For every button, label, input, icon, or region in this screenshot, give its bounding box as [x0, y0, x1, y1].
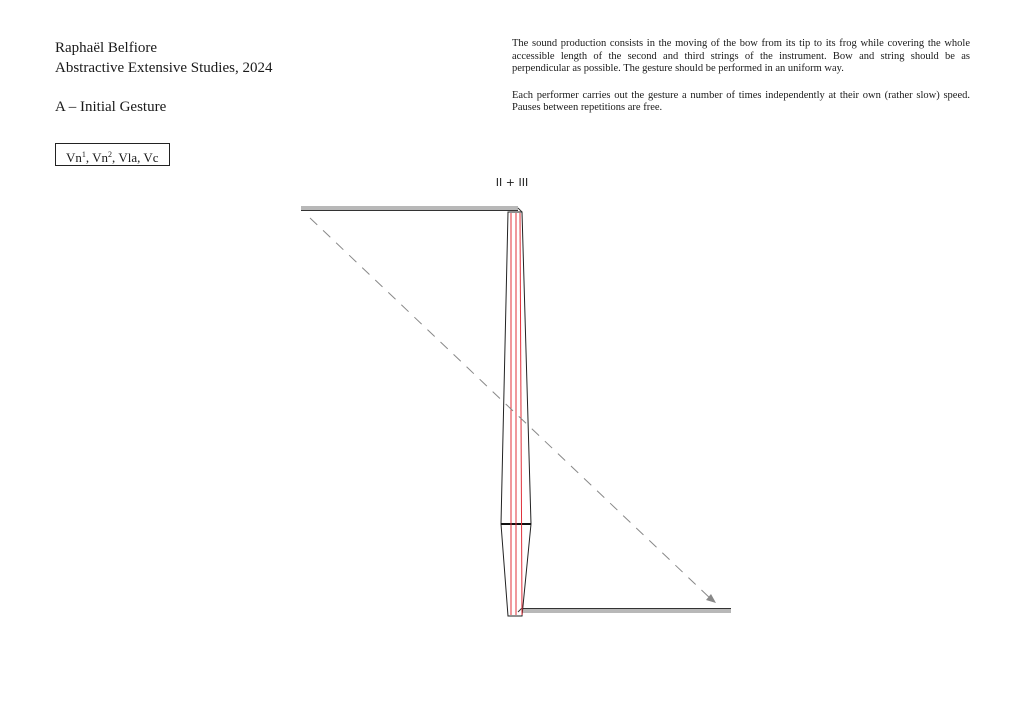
bow-bottom-end: [518, 608, 522, 612]
bow-bottom: [518, 608, 731, 612]
composer-name: Raphaël Belfiore: [55, 40, 158, 56]
strings-label: II + III: [495, 176, 529, 189]
work-title: Abstractive Extensive Studies, 2024: [55, 60, 273, 76]
instrument-violin-2-number: 2: [108, 150, 113, 159]
separator: ,: [112, 150, 119, 165]
string-iii: [520, 213, 522, 615]
instrument-viola-cello: Vla, Vc: [118, 150, 159, 165]
instrument-violin-2: Vn: [92, 150, 109, 165]
instrument-violin-1-number: 1: [81, 150, 86, 159]
bow-top-end: [518, 208, 522, 212]
notes-paragraph-1: The sound production consists in the moving of the bow from its tip to its frog while covering the whole accessible length of the second and third strings of the instrument. Bow and string should be as perpendicular as possible. The gesture should be performed in an uniform way.: [512, 38, 970, 74]
bow-top: [301, 208, 522, 212]
section-title: A – Initial Gesture: [55, 99, 167, 115]
separator: ,: [85, 150, 93, 165]
notes-paragraph-2: Each performer carries out the gesture a number of times independently at their own (rather slow) speed. Pauses between repetitions are free.: [512, 89, 970, 113]
instrument-violin-1: Vn: [66, 150, 82, 165]
